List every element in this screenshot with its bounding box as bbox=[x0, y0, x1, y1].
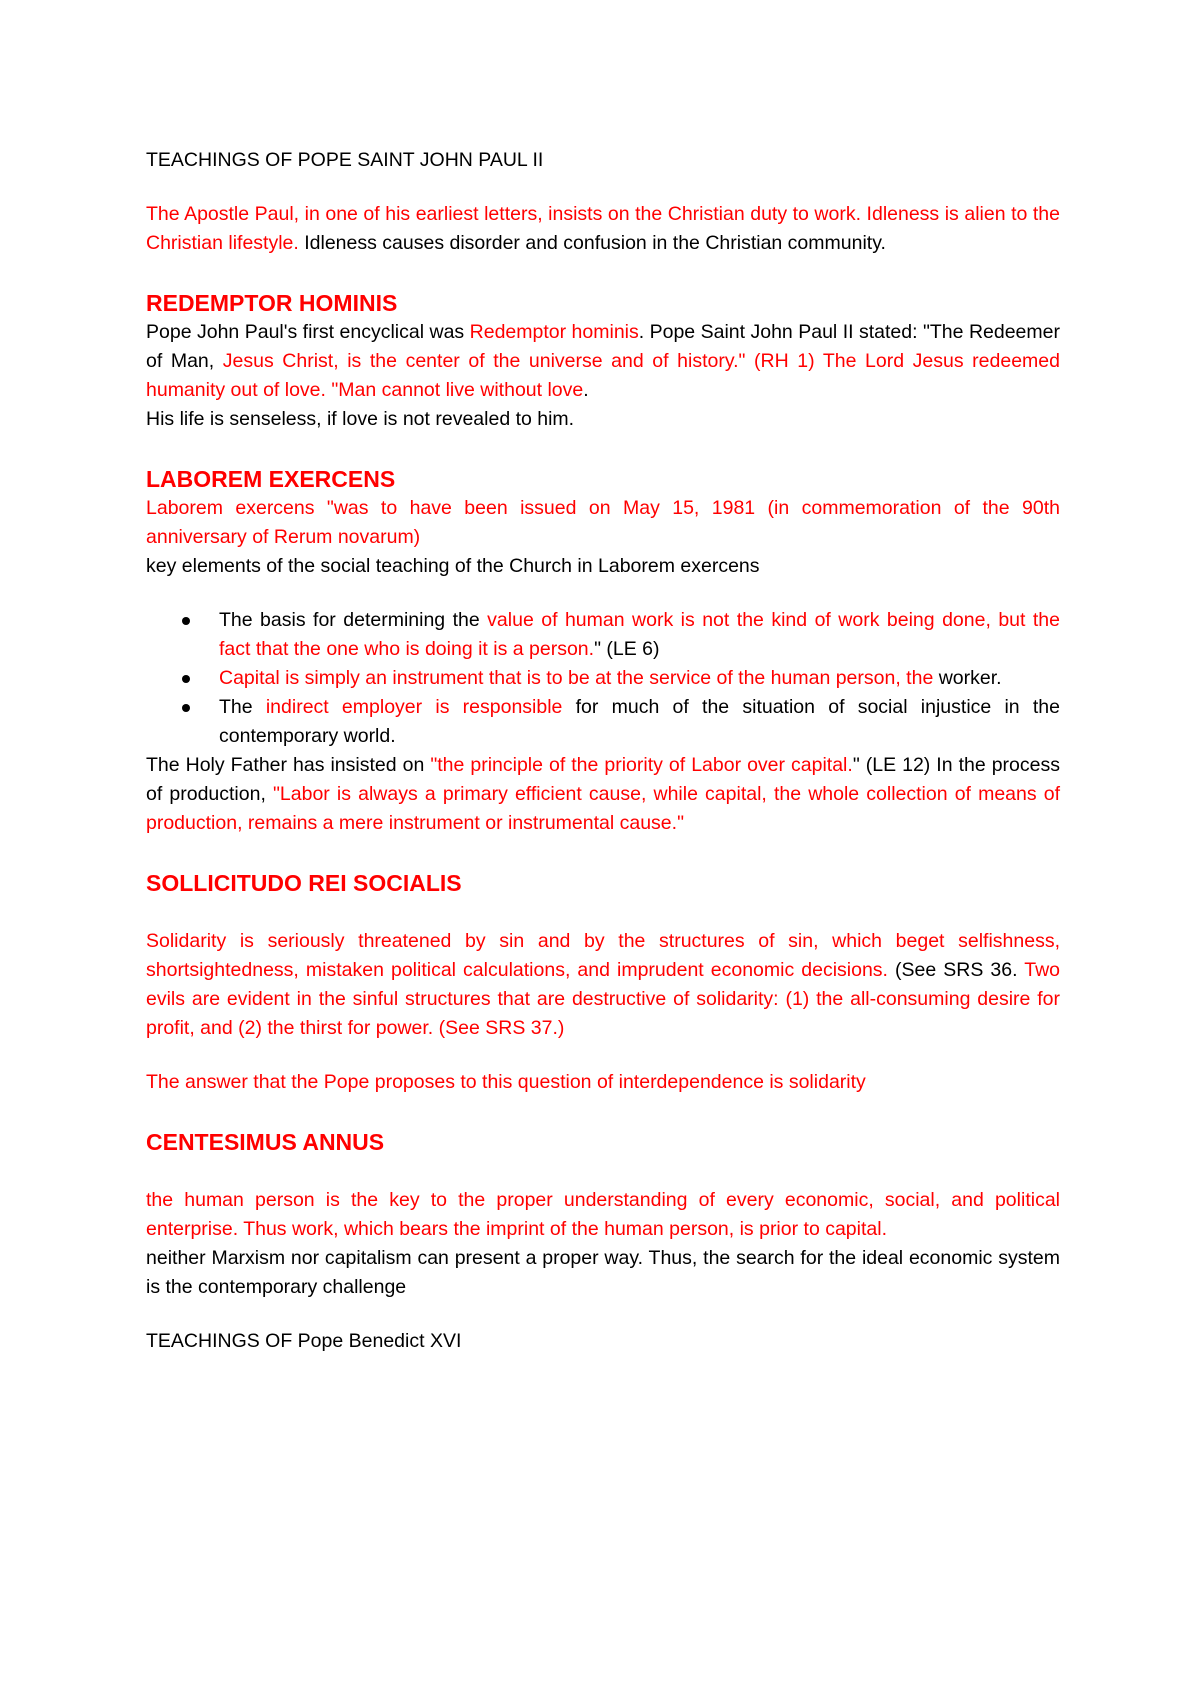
section-title-benedict: TEACHINGS OF Pope Benedict XVI bbox=[146, 1330, 462, 1352]
redemptor-text-a: Pope John Paul's first encyclical was bbox=[146, 321, 470, 343]
laborem-paragraph-2: key elements of the social teaching of the Church in Laborem exercens bbox=[146, 555, 760, 577]
centesimus-paragraph-2: neither Marxism nor capitalism can present a proper way. Thus, the search for the ideal economic system is the contemporary challenge bbox=[146, 1247, 1060, 1298]
bullet-dot-icon bbox=[182, 675, 190, 683]
laborem-p3-text-a: The Holy Father has insisted on bbox=[146, 754, 431, 776]
list-item bbox=[146, 606, 1060, 664]
centesimus-paragraph-1: the human person is the key to the proper understanding of every economic, social, and political enterprise. Thus work, which bears the imprint of the human person, is prior to capital. bbox=[146, 1189, 1060, 1240]
intro-paragraph bbox=[146, 200, 1060, 258]
bullet-3-text-b: indirect employer is responsible bbox=[265, 696, 563, 718]
bullet-3-text-c: for much of the situation of social injustice in the contemporary world. bbox=[219, 696, 1060, 747]
section-title-john-paul: TEACHINGS OF POPE SAINT JOHN PAUL II bbox=[146, 149, 544, 171]
laborem-p3-text-d: "Labor is always a primary efficient cause, while capital, the whole collection of means of production, remains a mere instrument or instrumental cause." bbox=[146, 783, 1060, 834]
redemptor-text-d: Jesus Christ, is the center of the universe and of history." (RH 1) The Lord Jesus redeemed humanity out of love. "Man cannot live without love bbox=[146, 350, 1060, 401]
bullet-1-text-c: " (LE 6) bbox=[594, 638, 660, 660]
heading-laborem-exercens: LABOREM EXERCENS bbox=[146, 466, 396, 492]
laborem-bullet-list bbox=[146, 606, 1060, 751]
redemptor-text-c: . Pope Saint John Paul II stated: "The Redeemer of Man, bbox=[146, 321, 1060, 372]
bullet-1-text-a: The basis for determining the bbox=[219, 609, 488, 631]
list-item bbox=[146, 693, 1060, 751]
sollicitudo-paragraph-2: The answer that the Pope proposes to this question of interdependence is solidarity bbox=[146, 1071, 866, 1093]
redemptor-paragraph-2: His life is senseless, if love is not revealed to him. bbox=[146, 408, 575, 430]
intro-black-text: Idleness causes disorder and confusion in the Christian community. bbox=[298, 232, 886, 254]
redemptor-paragraph bbox=[146, 318, 1060, 405]
intro-red-text: The Apostle Paul, in one of his earliest letters, insists on the Christian duty to work. Idleness is alien to the Christian lifestyle. bbox=[146, 203, 1060, 254]
heading-redemptor-hominis: REDEMPTOR HOMINIS bbox=[146, 290, 398, 316]
redemptor-text-e: . bbox=[583, 379, 589, 401]
bullet-1-text-b: value of human work is not the kind of work being done, but the fact that the one who is doing it is a person. bbox=[219, 609, 1061, 660]
laborem-paragraph-3 bbox=[146, 751, 1060, 838]
sollicitudo-text-a: Solidarity is seriously threatened by sin and by the structures of sin, which beget selfishness, shortsightedness, mistaken political calculations, and imprudent economic decisions. bbox=[146, 930, 1060, 981]
laborem-p3-text-b: "the principle of the priority of Labor over capital. bbox=[430, 754, 853, 776]
bullet-2-text-b: worker. bbox=[933, 667, 1002, 689]
laborem-p3-text-c: " (LE 12) In the process of production, bbox=[146, 754, 1060, 805]
bullet-dot-icon bbox=[182, 617, 190, 625]
sollicitudo-text-b: (See SRS 36. bbox=[887, 959, 1025, 981]
list-item bbox=[146, 664, 1060, 693]
bullet-3-text-a: The bbox=[219, 696, 266, 718]
sollicitudo-paragraph-1 bbox=[146, 927, 1060, 1043]
heading-centesimus-annus: CENTESIMUS ANNUS bbox=[146, 1129, 385, 1155]
heading-sollicitudo-rei-socialis: SOLLICITUDO REI SOCIALIS bbox=[146, 870, 462, 896]
bullet-2-text-a: Capital is simply an instrument that is to be at the service of the human person, the bbox=[219, 667, 934, 689]
document-body bbox=[146, 146, 1060, 1356]
redemptor-text-b: Redemptor hominis bbox=[469, 321, 639, 343]
sollicitudo-text-c: Two evils are evident in the sinful structures that are destructive of solidarity: (1) the all-consuming desire for profit, and (2) the thirst for power. (See SRS 37.) bbox=[146, 959, 1060, 1039]
bullet-dot-icon bbox=[182, 704, 190, 712]
laborem-paragraph-1: Laborem exercens "was to have been issued on May 15, 1981 (in commemoration of the 90th anniversary of Rerum novarum) bbox=[146, 497, 1060, 548]
